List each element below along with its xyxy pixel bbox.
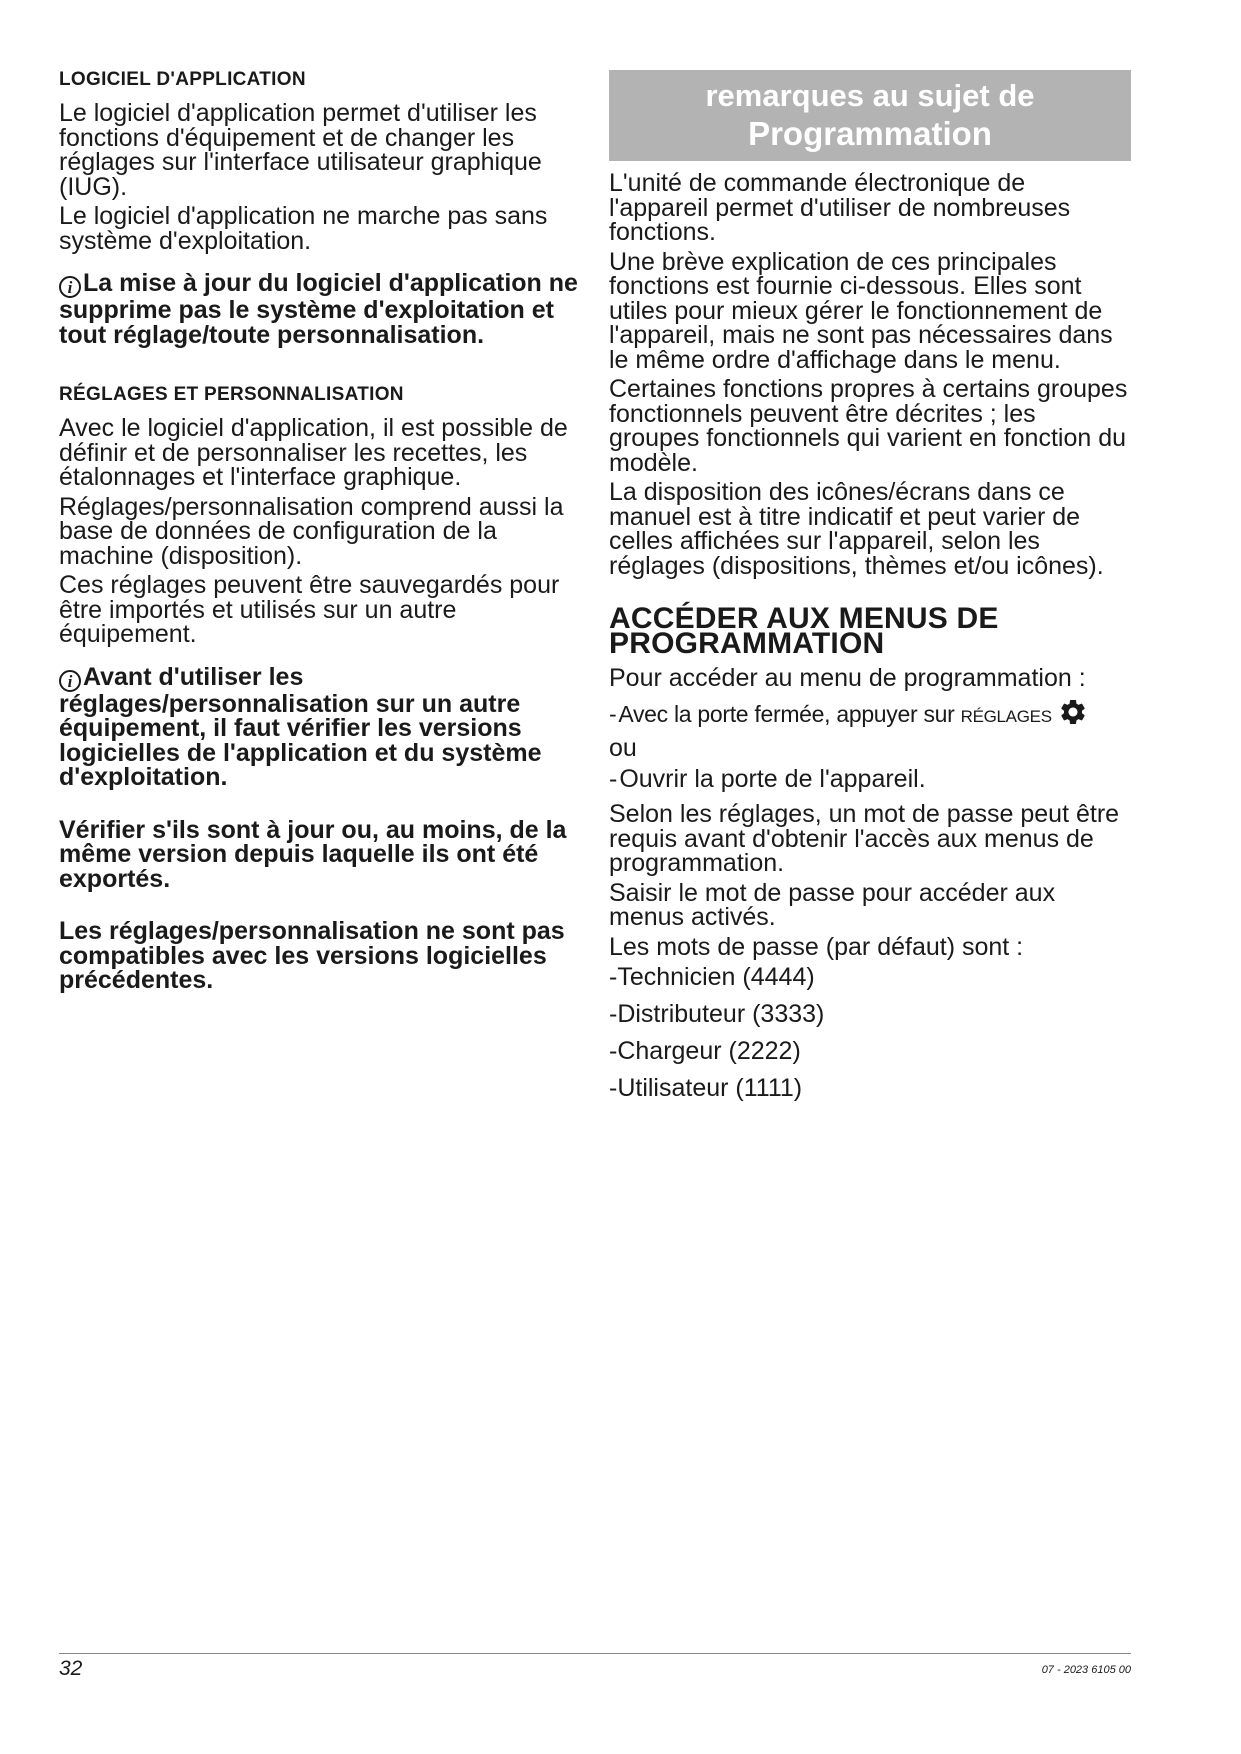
gear-icon: [1058, 697, 1088, 727]
step-item: -Avec la porte fermée, appuyer sur RÉGLAGES: [609, 697, 1131, 730]
paragraph: Une brève explication de ces principales fonctions est fournie ci-dessous. Elles sont utiles pour mieux gérer le fonctionnement de l'appareil, mais ne sont pas nécessaires dans le même ordre d'affichage dans le menu.: [609, 247, 1113, 374]
paragraph: Ces réglages peuvent être sauvegardés pour être importés et utilisés sur un autre équipement.: [59, 571, 560, 648]
banner-title-line2: Programmation: [748, 115, 992, 152]
password-item: -Chargeur (2222): [609, 1037, 801, 1065]
paragraph: Certaines fonctions propres à certains groupes fonctionnels peuvent être décrites ; les groupes fonctionnels qui varient en fonction du modèle.: [609, 375, 1128, 477]
password-item: -Utilisateur (1111): [609, 1074, 803, 1102]
password-item: -Technicien (4444): [609, 963, 815, 991]
footer-divider: [59, 1653, 1131, 1654]
paragraph: L'unité de commande électronique de l'appareil permet d'utiliser de nombreuses fonctions.: [609, 169, 1071, 246]
paragraph: La disposition des icônes/écrans dans ce manuel est à titre indicatif et peut varier de celles affichées sur l'appareil, selon les réglages (dispositions, thèmes et/ou icônes).: [609, 478, 1104, 580]
paragraph: Saisir le mot de passe pour accéder aux menus activés.: [609, 878, 1056, 931]
step-text: Ouvrir la porte de l'appareil.: [619, 765, 926, 793]
step-item: -Ouvrir la porte de l'appareil.: [609, 765, 926, 793]
section-title: ACCÉDER AUX MENUS DE PROGRAMMATION: [609, 602, 999, 660]
heading-logiciel-application: LOGICIEL D'APPLICATION: [59, 69, 306, 90]
info-icon: i: [59, 276, 81, 298]
document-reference: 07 - 2023 6105 00: [1041, 1664, 1131, 1676]
bold-paragraph: Les réglages/personnalisation ne sont pas compatibles avec les versions logicielles précédentes.: [59, 917, 565, 994]
note-text: Avant d'utiliser les réglages/personnalisation sur un autre équipement, il faut vérifier les versions logicielles de l'application et du système d'exploitation.: [59, 662, 542, 791]
step-text: Avec la porte fermée, appuyer sur: [618, 700, 955, 727]
paragraph: Selon les réglages, un mot de passe peut être requis avant d'obtenir l'accès aux menus de programmation.: [609, 800, 1120, 877]
page-number: 32: [59, 1657, 83, 1680]
password-item: -Distributeur (3333): [609, 1000, 825, 1028]
intro-text: Pour accéder au menu de programmation :: [609, 664, 1086, 692]
info-note: [59, 662, 581, 791]
note-text: La mise à jour du logiciel d'application ne supprime pas le système d'exploitation et tout réglage/toute personnalisation.: [59, 269, 578, 349]
section-banner: [609, 70, 1131, 161]
info-icon: i: [59, 670, 81, 692]
info-note: [59, 271, 581, 347]
paragraph: Le logiciel d'application ne marche pas sans système d'exploitation.: [59, 202, 548, 255]
paragraph: Le logiciel d'application permet d'utiliser les fonctions d'équipement et de changer les réglages sur l'interface utilisateur graphique (IUG).: [59, 99, 542, 201]
heading-reglages-personnalisation: RÉGLAGES ET PERSONNALISATION: [59, 384, 404, 405]
or-text: ou: [609, 733, 637, 762]
banner-title-line1: remarques au sujet de: [705, 78, 1035, 113]
bold-paragraph: Vérifier s'ils sont à jour ou, au moins, de la même version depuis laquelle ils ont été exportés.: [59, 815, 567, 893]
right-column: [609, 70, 1131, 1112]
left-column: [59, 70, 581, 998]
paragraph: Avec le logiciel d'application, il est possible de définir et de personnaliser les recettes, les étalonnages et l'interface graphique.: [59, 414, 568, 491]
paragraph: Réglages/personnalisation comprend aussi la base de données de configuration de la machine (disposition).: [59, 492, 564, 570]
paragraph: Les mots de passe (par défaut) sont :: [609, 932, 1024, 961]
settings-label: RÉGLAGES: [960, 706, 1052, 726]
